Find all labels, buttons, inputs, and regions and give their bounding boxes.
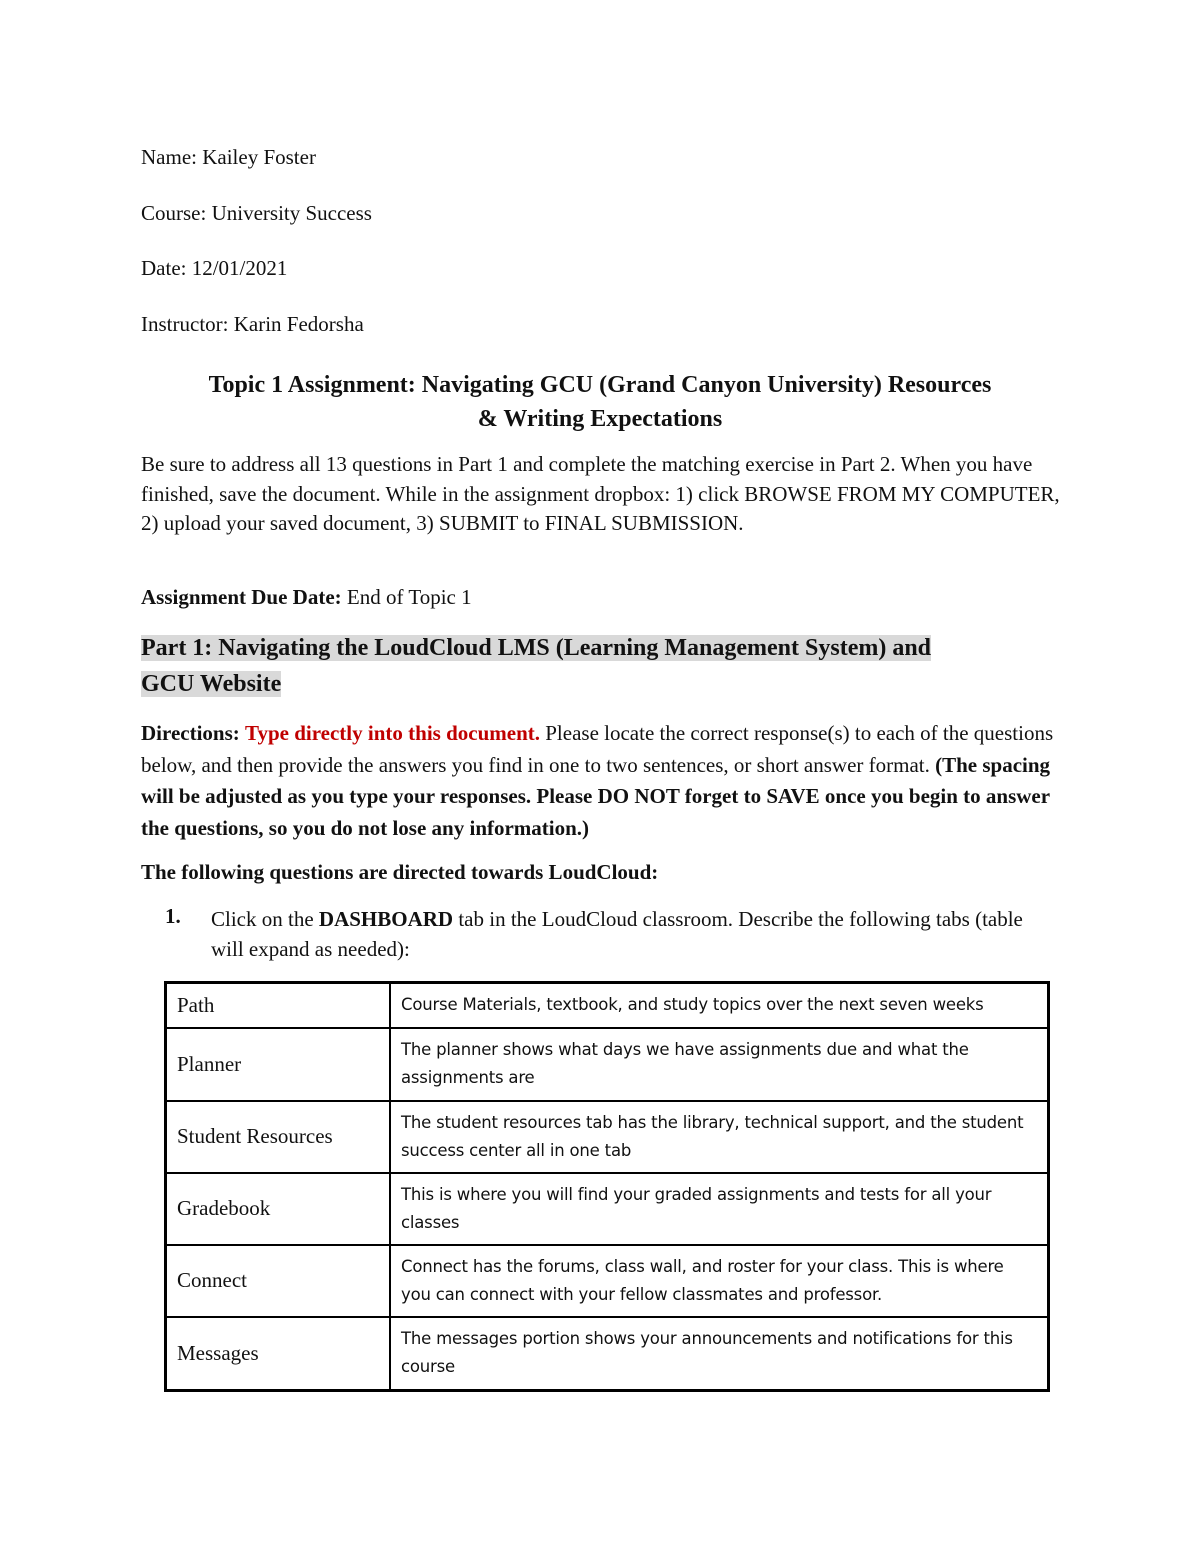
directions-paragraph (141, 718, 1061, 844)
tab-label-cell: Path (166, 983, 391, 1028)
table-row (166, 1245, 1049, 1317)
assignment-date: Date: 12/01/2021 (141, 256, 288, 280)
tab-description-cell[interactable]: The student resources tab has the library, technical support, and the student success center all in one tab (390, 1101, 1049, 1173)
question-1-post: tab in the LoudCloud classroom. Describe the following tabs (table will expand as needed): (211, 907, 1023, 961)
intro-paragraph: Be sure to address all 13 questions in Part 1 and complete the matching exercise in Part 2. When you have finished, save the document. While in the assignment dropbox: 1) click BROWSE FROM MY COMPUTER, 2) upload your saved document, 3) SUBMIT to FINAL SUBMISSION. (141, 452, 1060, 535)
tab-label-cell: Messages (166, 1317, 391, 1391)
table-row (166, 983, 1049, 1028)
question-1-pre: Click on the (211, 907, 314, 931)
tab-label-cell: Connect (166, 1245, 391, 1317)
tab-label-cell: Planner (166, 1028, 391, 1101)
assignment-title (120, 368, 1080, 436)
course-name: Course: University Success (141, 201, 372, 225)
due-date-value: End of Topic 1 (346, 585, 472, 609)
tab-description-cell[interactable]: Course Materials, textbook, and study topics over the next seven weeks (390, 983, 1049, 1028)
question-1-number: 1. (165, 904, 181, 928)
directions-text: Please locate the correct response(s) to each of the questions below, and then provide the answers you find in one to two sentences, or short answer format. (141, 721, 1054, 777)
student-name: Name: Kailey Foster (141, 145, 316, 169)
tab-label-cell: Gradebook (166, 1173, 391, 1245)
section-label: The following questions are directed towards LoudCloud: (141, 860, 659, 884)
part1-heading-line-2: GCU Website (141, 671, 282, 697)
title-line-1: Topic 1 Assignment: Navigating GCU (Grand Canyon University) Resources (208, 372, 992, 398)
table-row (166, 1101, 1049, 1173)
directions-highlight: Type directly into this document. (245, 721, 540, 745)
tab-description-cell[interactable]: The messages portion shows your announcements and notifications for this course (390, 1317, 1049, 1391)
directions-label: Directions: (141, 721, 240, 745)
table-row (166, 1173, 1049, 1245)
due-date-line (141, 583, 1061, 613)
table-row (166, 1317, 1049, 1391)
dashboard-tabs-table (164, 981, 1050, 1392)
tab-description-cell[interactable]: The planner shows what days we have assignments due and what the assignments are (390, 1028, 1049, 1101)
tab-description-cell[interactable]: This is where you will find your graded assignments and tests for all your classes (390, 1173, 1049, 1245)
part1-heading (141, 630, 931, 702)
tab-description-cell[interactable]: Connect has the forums, class wall, and roster for your class. This is where you can connect with your fellow classmates and professor. (390, 1245, 1049, 1317)
part1-heading-line-1: Part 1: Navigating the LoudCloud LMS (Learning Management System) and (141, 635, 932, 661)
title-line-2: & Writing Expectations (477, 406, 723, 432)
table-row (166, 1028, 1049, 1101)
directions-note: (The spacing will be adjusted as you type your responses. Please DO NOT forget to SAVE once you begin to answer the questions, so you do not lose any information.) (141, 752, 1051, 840)
tab-label-cell: Student Resources (166, 1101, 391, 1173)
question-1-text (211, 904, 1041, 964)
question-1-bold: DASHBOARD (318, 907, 454, 931)
instructor-name: Instructor: Karin Fedorsha (141, 312, 364, 336)
due-date-label: Assignment Due Date: (141, 585, 342, 609)
